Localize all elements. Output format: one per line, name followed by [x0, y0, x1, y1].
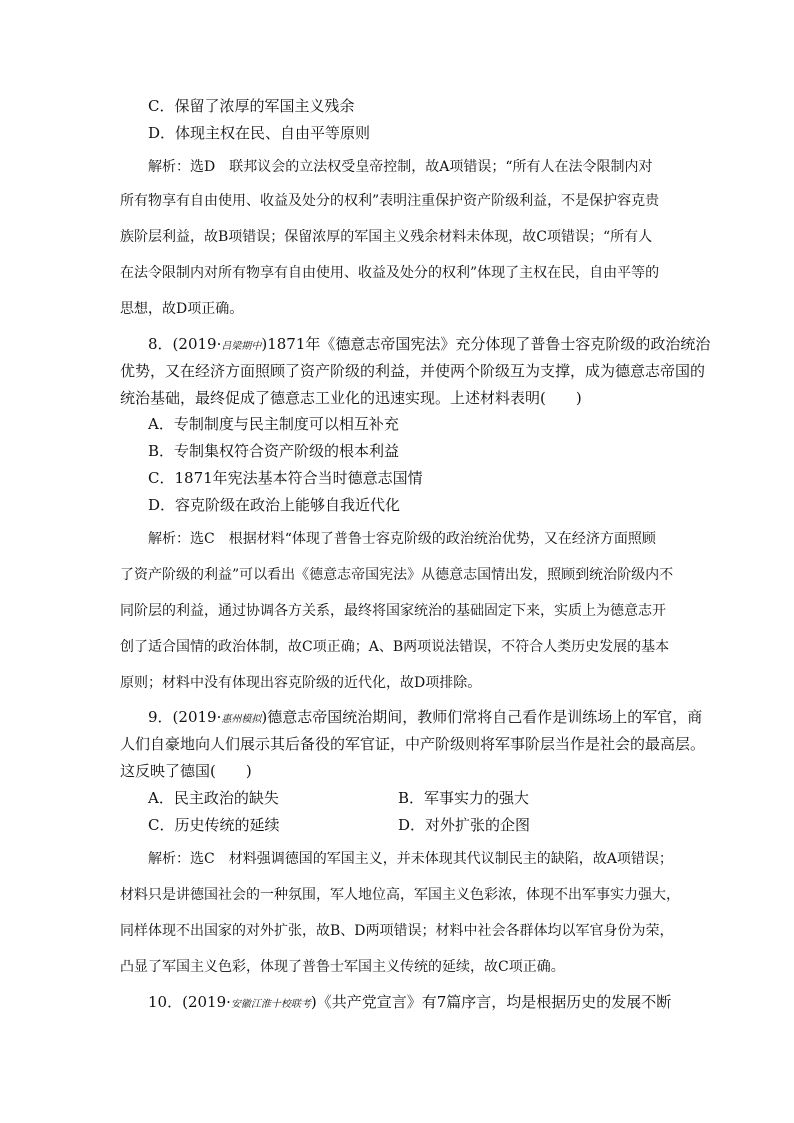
- q10-source: 安徽江淮十校联考: [230, 999, 311, 1010]
- q8-stem-line-1: [148, 334, 710, 357]
- q9-stem-text: )德意志帝国统治期间，教师们常将自己看作是训练场上的军官，商: [261, 708, 703, 726]
- q8-source: 吕梁期中: [221, 341, 262, 352]
- q7-analysis-line-4: 在法令限制内对所有物享有自由使用、收益及处分的权利”体现了主权在民，自由平等的: [120, 265, 660, 281]
- q7-analysis-line-1: 解析：选D 联邦议会的立法权受皇帝控制，故A项错误；“所有人在法令限制内对: [148, 159, 653, 175]
- q8-analysis-line-4: 创了适合国情的政治体制，故C项正确；A、B两项说法错误，不符合人类历史发展的基本: [120, 639, 670, 655]
- q8-analysis-line-3: 同阶层的利益，通过协调各方关系，最终将国家统治的基础固定下来，实质上为德意志开: [120, 603, 666, 619]
- q9-stem-line-2: 人们自豪地向人们展示其后备役的军官证，中产阶级则将军事阶层当作是社会的最高层。: [120, 735, 706, 753]
- q10-stem-text: )《共产党宣言》有7篇序言，均是根据历史的发展不断: [310, 993, 672, 1011]
- q8-stem-line-2: 优势，又在经济方面照顾了资产阶级的利益，并使两个阶级互为支撑，成为德意志帝国的: [120, 362, 706, 380]
- q8-option-c: C．1871年宪法基本符合当时德意志国情: [148, 469, 423, 487]
- q10-number: 10．(2019·: [148, 993, 231, 1011]
- q9-option-c: C．历史传统的延续: [148, 816, 280, 834]
- q9-analysis-line-3: 同样体现不出国家的对外扩张，故B、D两项错误；材料中社会各群体均以军官身份为荣，: [120, 923, 674, 939]
- q10-stem-line-1: [148, 992, 671, 1015]
- q8-option-b: B．专制集权符合资产阶级的根本利益: [148, 442, 400, 460]
- q7-option-c: C．保留了浓厚的军国主义残余: [148, 97, 355, 115]
- q8-option-a: A．专制制度与民主制度可以相互补充: [148, 415, 399, 433]
- q7-analysis-line-3: 族阶层利益，故B项错误；保留浓厚的军国主义残余材料未体现，故C项错误；“所有人: [120, 229, 653, 245]
- q9-option-d: D．对外扩张的企图: [398, 816, 531, 834]
- q9-stem-line-1: [148, 707, 702, 730]
- q7-analysis-line-5: 思想，故D项正确。: [120, 301, 244, 317]
- q9-number: 9．(2019·: [148, 708, 222, 726]
- q8-analysis-line-1: 解析：选C 根据材料“体现了普鲁士容克阶级的政治统治优势，又在经济方面照顾: [148, 531, 656, 547]
- q8-number: 8．(2019·: [148, 335, 222, 353]
- q8-stem-text: )1871年《德意志帝国宪法》充分体现了普鲁士容克阶级的政治统治: [261, 335, 711, 353]
- q7-analysis-line-2: 所有物享有自由使用、收益及处分的权利”表明注重保护资产阶级利益，不是保护容克贵: [120, 193, 660, 209]
- q9-analysis-line-4: 凸显了军国主义色彩，体现了普鲁士军国主义传统的延续，故C项正确。: [120, 959, 565, 975]
- q9-analysis-line-1: 解析：选C 材料强调德国的军国主义，并未体现其代议制民主的缺陷，故A项错误；: [148, 851, 673, 867]
- q9-option-a: A．民主政治的缺失: [148, 789, 279, 807]
- q8-analysis-line-2: 了资产阶级的利益”可以看出《德意志帝国宪法》从德意志国情出发，照顾到统治阶级内不: [120, 567, 674, 583]
- q7-option-d: D．体现主权在民、自由平等原则: [148, 124, 371, 142]
- q8-analysis-line-5: 原则；材料中没有体现出容克阶级的近代化，故D项排除。: [120, 675, 482, 691]
- q8-option-d: D．容克阶级在政治上能够自我近代化: [148, 496, 401, 514]
- q9-analysis-line-2: 材料只是讲德国社会的一种氛围，军人地位高，军国主义色彩浓，体现不出军事实力强大，: [120, 887, 680, 903]
- q8-stem-line-3: 统治基础，最终促成了德意志工业化的迅速实现。上述材料表明( ): [120, 389, 582, 407]
- q9-source: 惠州模拟: [221, 714, 262, 725]
- q9-stem-line-3: 这反映了德国( ): [120, 762, 252, 780]
- q9-option-b: B．军事实力的强大: [398, 789, 530, 807]
